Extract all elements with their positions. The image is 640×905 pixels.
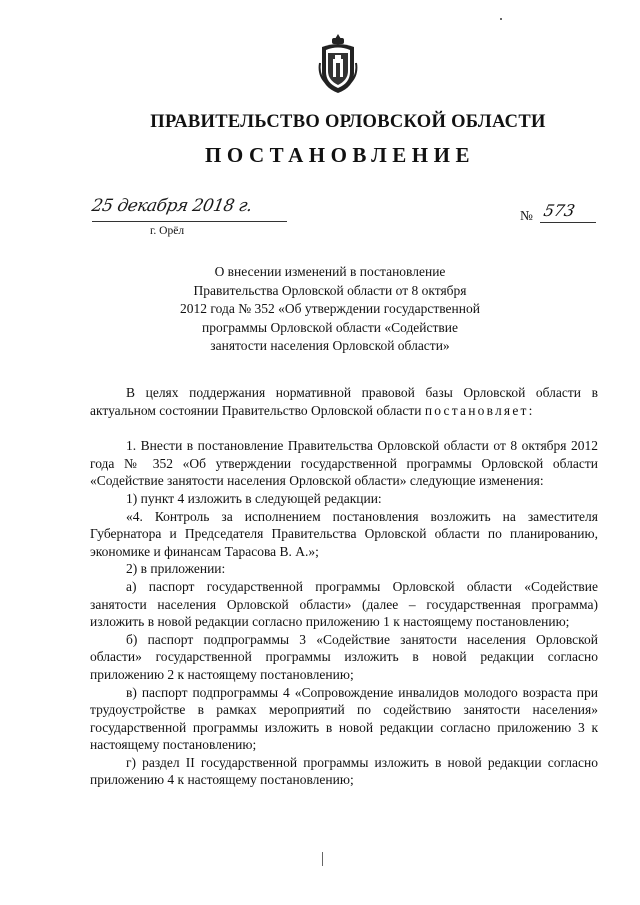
body-paragraph: б) паспорт подпрограммы 3 «Содействие занятости населения Орловской области» государственной программы изложить в новой редакции согласно приложению 2 к настоящему постановлению;	[90, 631, 598, 682]
body-paragraph: в) паспорт подпрограммы 4 «Сопровождение инвалидов молодого возраста при трудоустройстве в рамках мероприятий по содействию занятости населения» государственной программы изложить в новой редакции согласно приложению 3 к настоящему постановлению;	[90, 684, 598, 753]
body-paragraph: 1) пункт 4 изложить в следующей редакции:	[126, 490, 382, 506]
document-subject	[150, 263, 510, 356]
body-paragraph: г) раздел II государственной программы изложить в новой редакции согласно приложению 4 к настоящему постановлению;	[90, 754, 598, 788]
government-title: ПРАВИТЕЛЬСТВО ОРЛОВСКОЙ ОБЛАСТИ	[150, 112, 546, 132]
city-label: г. Орёл	[150, 225, 185, 237]
number-label: №	[520, 208, 533, 223]
number-underline	[540, 222, 596, 223]
date-underline	[92, 221, 287, 222]
subject-line: 2012 года № 352 «Об утверждении государственной	[180, 301, 480, 317]
document-body	[90, 384, 598, 789]
coat-of-arms-icon	[318, 33, 358, 95]
handwritten-number: 573	[541, 201, 577, 220]
body-paragraph: «4. Контроль за исполнением постановления возложить на заместителя Губернатора и Председателя Правительства Орловской области по планированию, экономике и финансам Тарасова В. А.»;	[90, 508, 598, 559]
handwritten-date: 25 декабря 2018 г.	[90, 196, 254, 216]
preamble-paragraph	[90, 384, 598, 419]
preamble-decision-word: постановляет:	[424, 402, 535, 418]
subject-line: занятости населения Орловской области»	[210, 338, 450, 354]
subject-line: программы Орловской области «Содействие	[201, 319, 459, 335]
document-type-title: ПОСТАНОВЛЕНИЕ	[205, 143, 475, 167]
preamble-text: В целях поддержания нормативной правовой базы Орловской области в актуальном состоянии Правительство Орловской области	[90, 385, 598, 418]
subject-line: О внесении изменений в постановление	[214, 264, 446, 279]
body-paragraph: 2) в приложении:	[126, 561, 226, 577]
body-paragraph: 1. Внести в постановление Правительства Орловской области от 8 октября 2012 года № 352 «Об утверждении государственной программы Орловской области «Содействие занятости населения Орловской области» следующие изменения:	[90, 438, 598, 489]
scan-speck	[500, 18, 502, 20]
body-paragraph: а) паспорт государственной программы Орловской области «Содействие занятости населения Орловской области» (далее – государственная программа) изложить в новой редакции согласно приложению 1 к настоящему постановлению;	[90, 578, 598, 630]
scan-speck	[322, 852, 323, 866]
subject-line: Правительства Орловской области от 8 октября	[193, 282, 467, 298]
